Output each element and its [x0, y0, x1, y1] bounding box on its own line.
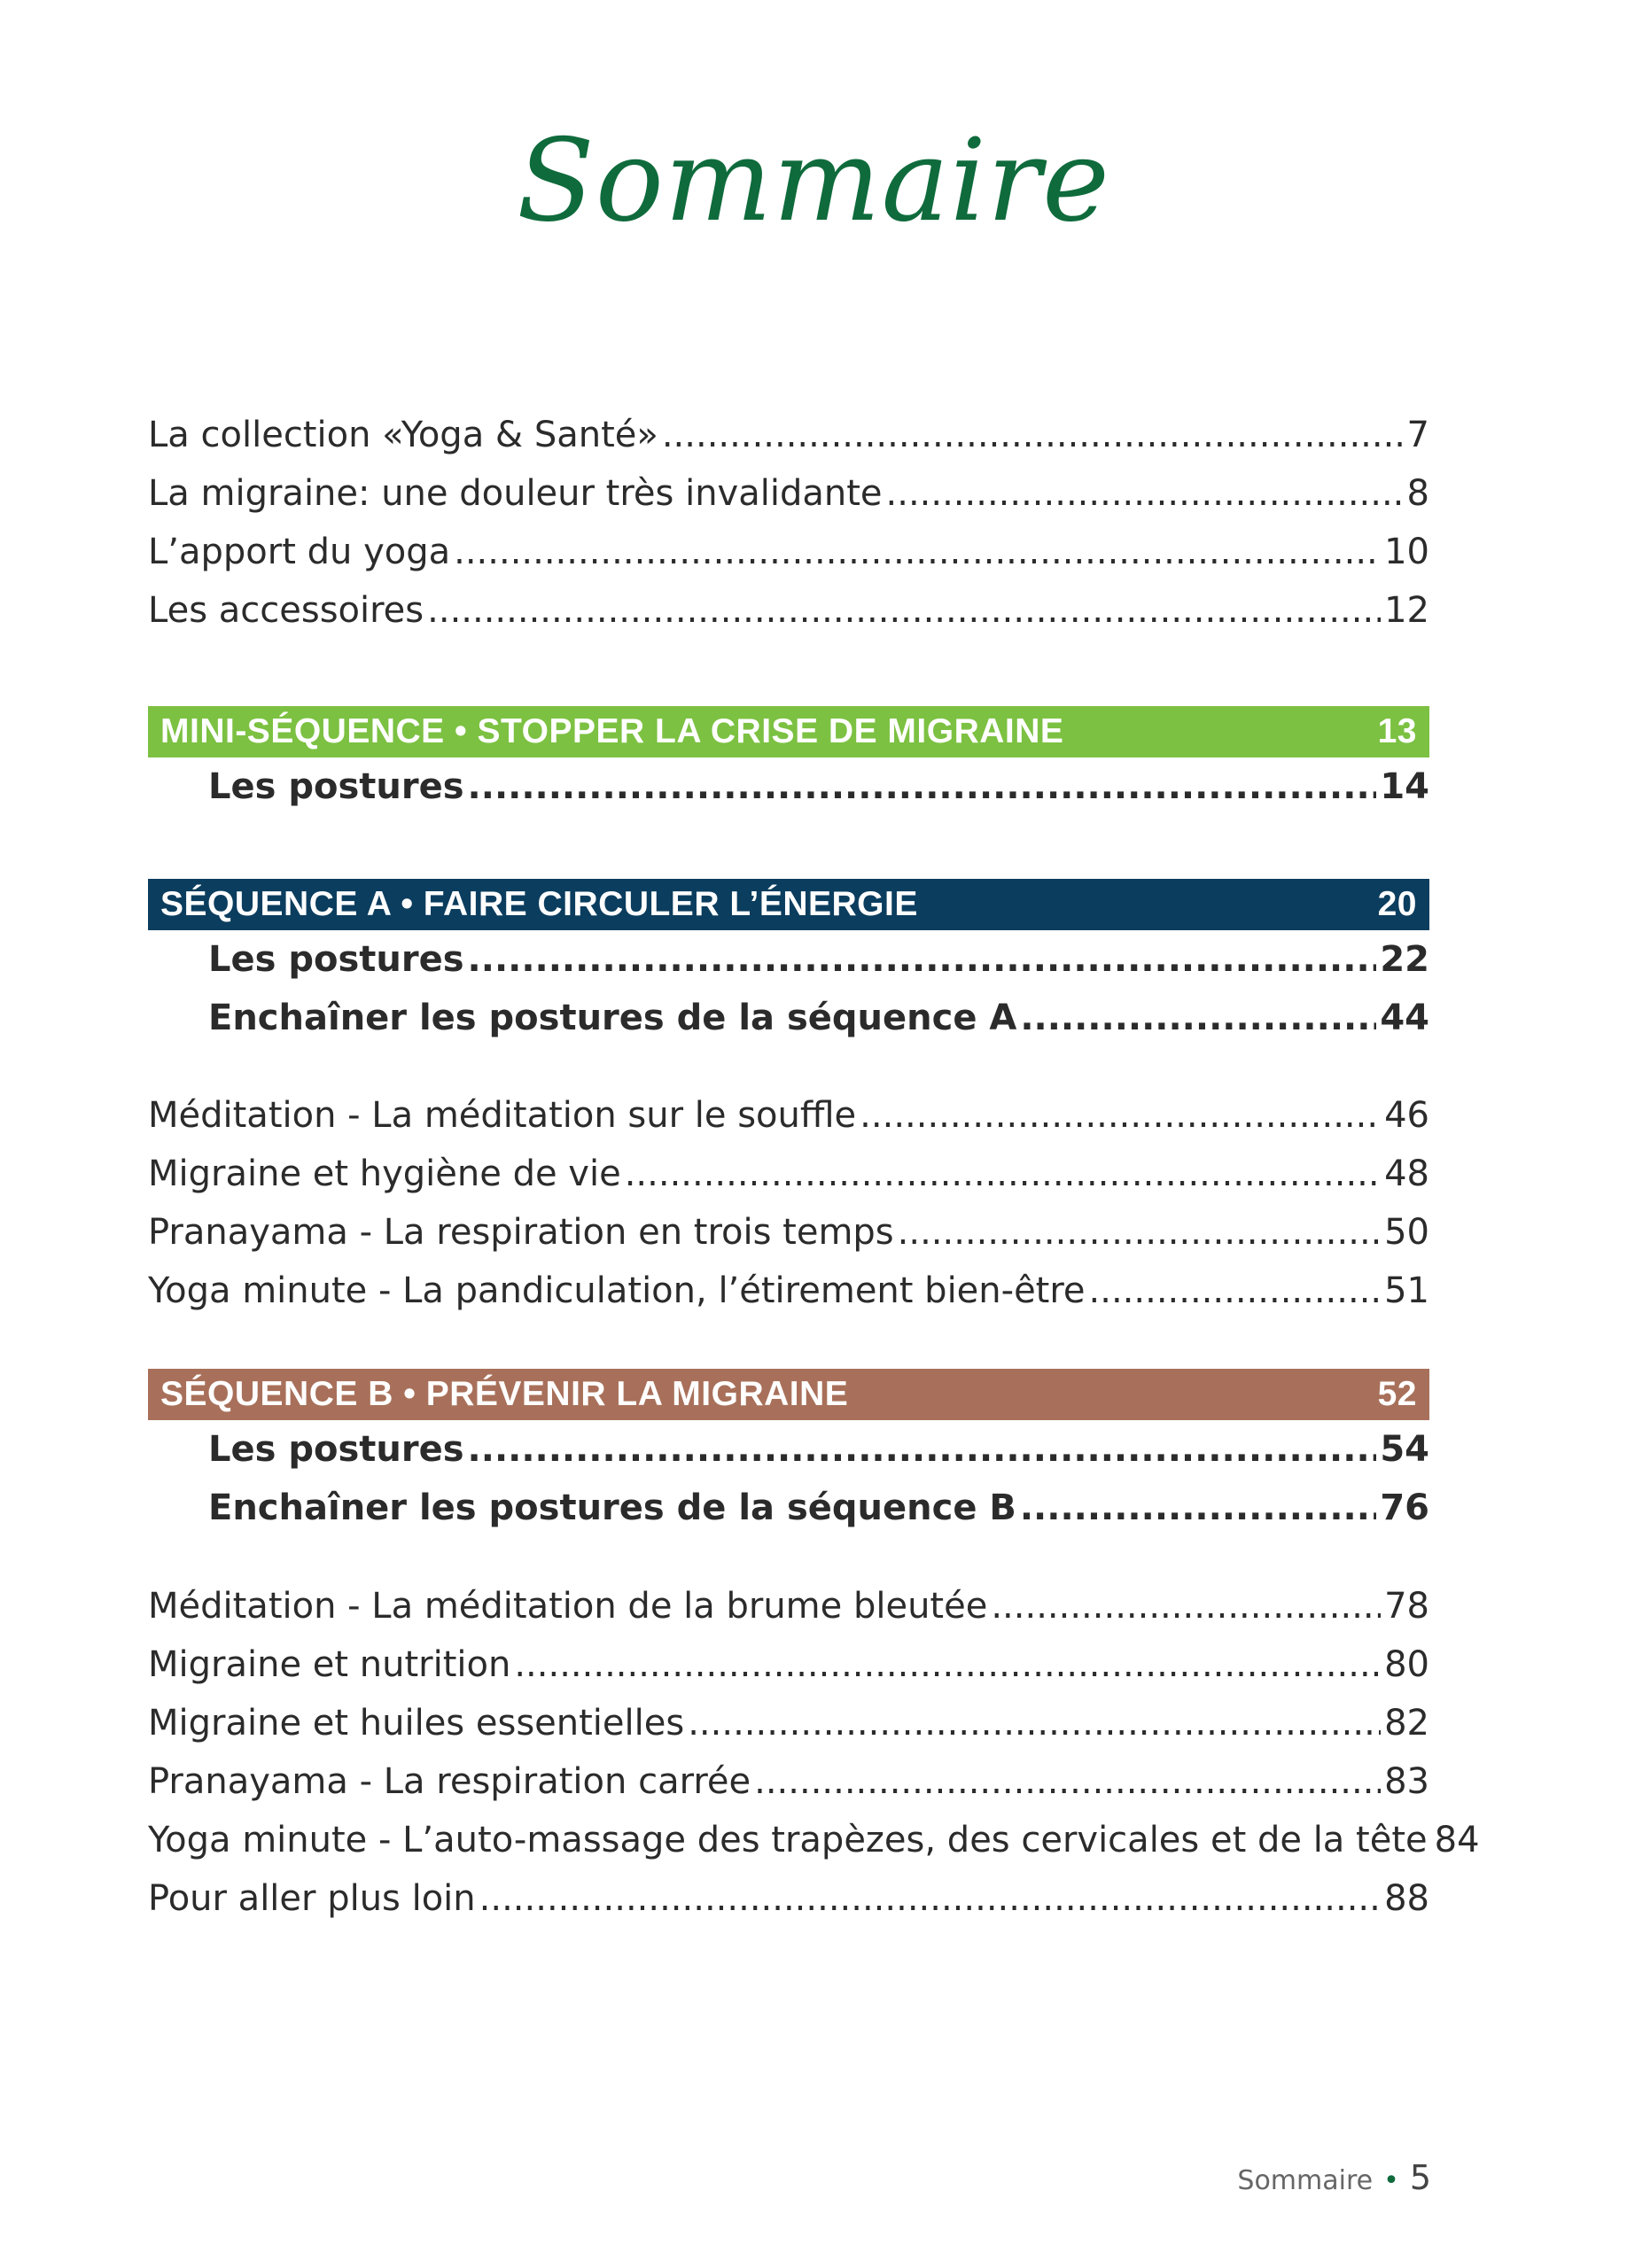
section-page: 52 — [1377, 1375, 1417, 1413]
toc-entry-page: 84 — [1434, 1820, 1480, 1860]
toc-entry[interactable] — [148, 473, 1429, 532]
footer-bullet: • — [1383, 2165, 1399, 2196]
toc-section-a — [148, 879, 1429, 1056]
toc-entry-page: 8 — [1406, 473, 1429, 514]
footer-label: Sommaire — [1237, 2165, 1374, 2196]
toc-entry-page: 48 — [1384, 1153, 1429, 1194]
toc-entry[interactable] — [148, 766, 1429, 825]
toc-group-intro — [148, 415, 1429, 649]
section-page: 20 — [1377, 885, 1417, 923]
section-title: MINI-SÉQUENCE • STOPPER LA CRISE DE MIGRAINE — [160, 712, 1064, 750]
toc-entry-label: Les postures — [208, 766, 464, 807]
section-band-mini[interactable] — [148, 706, 1429, 757]
toc-entry-page: 44 — [1380, 998, 1429, 1038]
toc-entry-label: Méditation - La méditation de la brume bleutée — [148, 1586, 988, 1627]
toc-entry-page: 22 — [1380, 939, 1429, 980]
leader-dots — [662, 415, 1404, 455]
leader-dots — [427, 590, 1381, 631]
leader-dots — [514, 1644, 1381, 1685]
leader-dots — [468, 1429, 1377, 1470]
leader-dots — [1089, 1270, 1382, 1311]
toc-entry[interactable] — [148, 1644, 1429, 1703]
toc-group-end — [148, 1586, 1480, 1937]
leader-dots — [468, 766, 1377, 807]
toc-entry[interactable] — [148, 1270, 1429, 1329]
toc-entry-page: 51 — [1384, 1270, 1429, 1311]
toc-entry[interactable] — [148, 1212, 1429, 1270]
page-title: Sommaire — [517, 115, 1110, 247]
toc-section-b — [148, 1369, 1429, 1546]
toc-entry-page: 54 — [1380, 1429, 1429, 1470]
toc-entry-label: Yoga minute - L’auto-massage des trapèzes, des cervicales et de la tête — [148, 1820, 1428, 1860]
toc-entry-label: Migraine et nutrition — [148, 1644, 511, 1685]
section-page: 13 — [1377, 712, 1417, 750]
toc-entry-label: L’apport du yoga — [148, 532, 451, 572]
toc-entry-page: 83 — [1384, 1761, 1429, 1802]
toc-entry-label: Pranayama - La respiration en trois temps — [148, 1212, 894, 1253]
leader-dots — [454, 532, 1381, 572]
section-band-b[interactable] — [148, 1369, 1429, 1420]
toc-entry-page: 12 — [1384, 590, 1429, 631]
toc-entry-page: 76 — [1380, 1487, 1429, 1528]
toc-entry[interactable] — [148, 1703, 1429, 1761]
leader-dots — [898, 1212, 1381, 1253]
toc-entry[interactable] — [148, 1095, 1429, 1153]
leader-dots — [1020, 998, 1376, 1038]
leader-dots — [991, 1586, 1381, 1627]
toc-entry-label: Pour aller plus loin — [148, 1878, 476, 1919]
toc-section-mini — [148, 706, 1429, 825]
leader-dots — [468, 939, 1377, 980]
toc-entry[interactable] — [148, 998, 1429, 1056]
toc-entry-label: Migraine et huiles essentielles — [148, 1703, 685, 1744]
page-footer — [1237, 2158, 1431, 2197]
toc-entry[interactable] — [148, 1487, 1429, 1546]
toc-entry[interactable] — [148, 1820, 1480, 1878]
toc-entry[interactable] — [148, 590, 1429, 649]
toc-entry[interactable] — [148, 415, 1429, 473]
toc-entry-page: 78 — [1384, 1586, 1429, 1627]
page-number: 5 — [1409, 2158, 1431, 2197]
toc-entry[interactable] — [148, 1878, 1429, 1937]
toc-entry-page: 50 — [1384, 1212, 1429, 1253]
toc-entry-label: Les postures — [208, 1429, 464, 1470]
leader-dots — [886, 473, 1404, 514]
toc-entry-label: Les postures — [208, 939, 464, 980]
toc-entry[interactable] — [148, 939, 1429, 998]
toc-entry[interactable] — [148, 1429, 1429, 1487]
toc-entry-page: 7 — [1406, 415, 1429, 455]
toc-entry[interactable] — [148, 1586, 1429, 1644]
toc-entry-label: Enchaîner les postures de la séquence B — [208, 1487, 1016, 1528]
toc-entry-page: 88 — [1384, 1878, 1429, 1919]
leader-dots — [479, 1878, 1381, 1919]
section-band-a[interactable] — [148, 879, 1429, 930]
toc-entry-label: Les accessoires — [148, 590, 424, 631]
toc-entry-label: La collection «Yoga & Santé» — [148, 415, 658, 455]
toc-entry-label: Enchaîner les postures de la séquence A — [208, 998, 1017, 1038]
toc-entry-label: Pranayama - La respiration carrée — [148, 1761, 751, 1802]
leader-dots — [754, 1761, 1381, 1802]
leader-dots — [860, 1095, 1381, 1136]
toc-entry-page: 80 — [1384, 1644, 1429, 1685]
toc-entry[interactable] — [148, 1761, 1429, 1820]
section-title: SÉQUENCE B • PRÉVENIR LA MIGRAINE — [160, 1375, 849, 1413]
toc-entry-label: Migraine et hygiène de vie — [148, 1153, 621, 1194]
toc-entry-page: 46 — [1384, 1095, 1429, 1136]
toc-entry-label: La migraine: une douleur très invalidante — [148, 473, 883, 514]
toc-entry-label: Yoga minute - La pandiculation, l’étirement bien-être — [148, 1270, 1086, 1311]
toc-group-middle — [148, 1095, 1429, 1329]
toc-entry-page: 14 — [1380, 766, 1429, 807]
section-title: SÉQUENCE A • FAIRE CIRCULER L’ÉNERGIE — [160, 885, 918, 923]
toc-entry-label: Méditation - La méditation sur le souffle — [148, 1095, 857, 1136]
toc-entry[interactable] — [148, 1153, 1429, 1212]
leader-dots — [1020, 1487, 1376, 1528]
toc-entry[interactable] — [148, 532, 1429, 590]
leader-dots — [625, 1153, 1381, 1194]
toc-entry-page: 10 — [1384, 532, 1429, 572]
leader-dots — [688, 1703, 1381, 1744]
toc-entry-page: 82 — [1384, 1703, 1429, 1744]
